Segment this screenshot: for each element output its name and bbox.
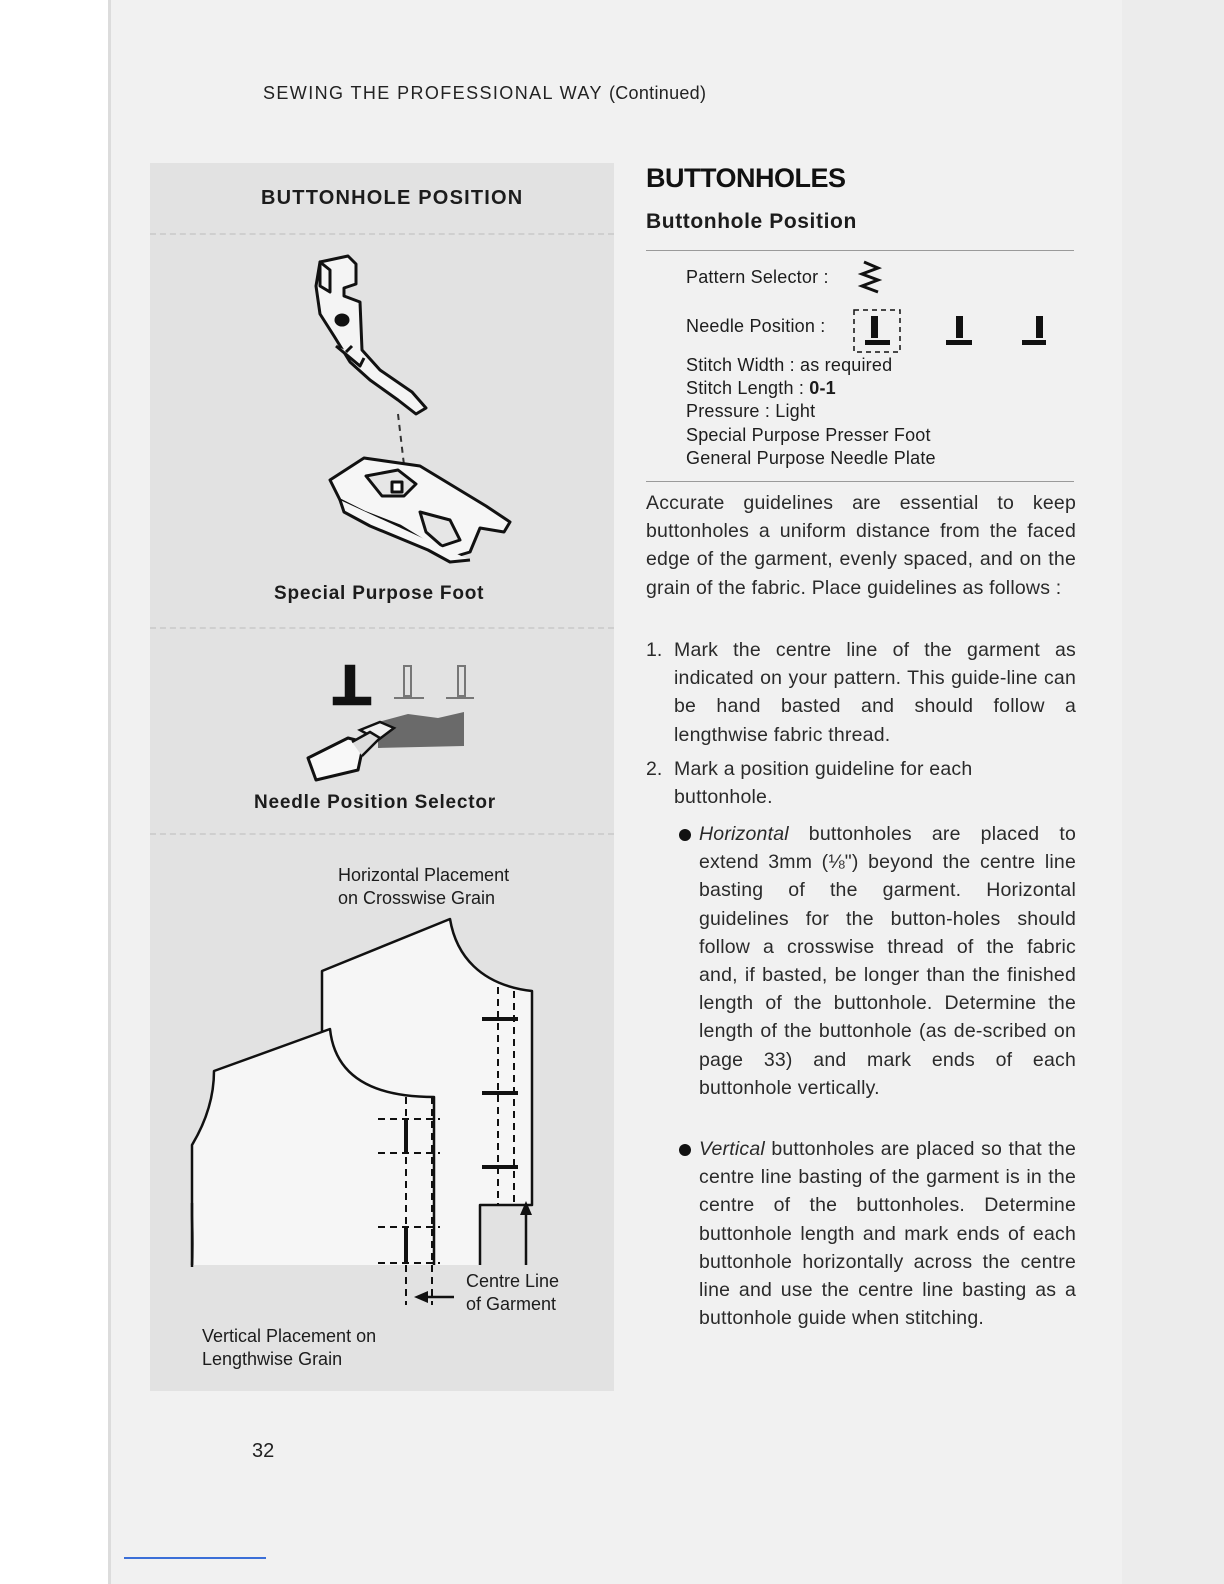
step-1-text: Mark the centre line of the garment as indicated on your pattern. This guide-line can be hand basted and should follow a lengthwise fabric thread. [674, 639, 1076, 746]
vertical-placement-label [202, 1325, 376, 1371]
panel-divider [150, 627, 614, 629]
horizontal-placement-label [338, 864, 509, 910]
garment-placement-diagram [180, 905, 600, 1325]
horizontal-label-line1: Horizontal Placement [338, 865, 510, 885]
needle-plate-row: General Purpose Needle Plate [686, 448, 936, 468]
vertical-term: Vertical [699, 1138, 765, 1160]
bullet-dot [679, 1144, 691, 1156]
foot-caption: Special Purpose Foot [274, 583, 485, 604]
stitch-length-row [686, 378, 836, 399]
section-heading: BUTTONHOLES [646, 163, 846, 193]
running-header [263, 83, 706, 104]
selector-caption: Needle Position Selector [254, 792, 496, 813]
needle-position-label: Needle Position : [686, 316, 826, 336]
needle-position-row [686, 316, 825, 337]
pattern-selector-row [686, 267, 829, 288]
panel-divider [150, 833, 614, 835]
step-2-text: Mark a position guideline for each buttonhole. [674, 758, 973, 809]
scan-margin-right [1122, 0, 1224, 1584]
settings-rule-bottom [646, 481, 1074, 482]
header-continued: (Continued) [608, 83, 707, 103]
settings-rule-top [646, 250, 1074, 251]
page-number: 32 [252, 1440, 275, 1462]
pressure-value: Light [775, 401, 816, 421]
header-title: SEWING THE PROFESSIONAL WAY [263, 83, 603, 103]
horizontal-bullet-text [699, 820, 1076, 1102]
vertical-description: buttonholes are placed so that the centre line basting of the garment is in the centre of the buttonholes. Determine buttonhole length and mark ends of each buttonhole horizontally across the centre line and use the centre line basting as a buttonhole guide when stitching. [699, 1138, 1076, 1330]
scan-margin-left [0, 0, 110, 1584]
stitch-length-value: 0-1 [809, 378, 836, 398]
horizontal-description: buttonholes are placed to extend 3mm (⅛") beyond the centre line basting of the garment. Horizontal guidelines for the button-holes should follow a crosswise thread of the fabric and, if basted, be longer than the finished length of the buttonhole. Determine the length of the buttonhole (as de-scribed on page 33) and mark ends of each buttonhole vertically. [699, 823, 1076, 1099]
bullet-dot [679, 829, 691, 841]
page-edge [108, 0, 111, 1584]
zigzag-pattern-icon [856, 258, 886, 298]
horizontal-label-line2: on Crosswise Grain [338, 888, 496, 908]
vertical-label-line2: Lengthwise Grain [202, 1349, 343, 1369]
presser-foot-row: Special Purpose Presser Foot [686, 425, 931, 445]
vertical-label-line1: Vertical Placement on [202, 1326, 377, 1346]
section-subheading: Buttonhole Position [646, 210, 857, 233]
stitch-width-value: as required [800, 355, 893, 375]
centre-line-label [466, 1270, 559, 1316]
scan-artifact-line [124, 1557, 266, 1559]
needle-position-selector-illustration [298, 660, 478, 786]
step-1-number: 1. [646, 639, 663, 661]
vertical-bullet-text [699, 1135, 1076, 1332]
pattern-selector-label: Pattern Selector : [686, 267, 829, 287]
step-2-number: 2. [646, 758, 663, 780]
needle-position-icons [852, 308, 1056, 356]
centre-label-line2: of Garment [466, 1294, 557, 1314]
special-purpose-foot-illustration [300, 250, 520, 570]
stitch-width-label: Stitch Width : [686, 355, 795, 375]
horizontal-term: Horizontal [699, 823, 789, 845]
stitch-length-label: Stitch Length : [686, 378, 805, 398]
pressure-label: Pressure : [686, 401, 771, 421]
centre-label-line1: Centre Line [466, 1271, 560, 1291]
stitch-width-row [686, 355, 892, 376]
panel-divider [150, 233, 614, 235]
panel-title: BUTTONHOLE POSITION [261, 187, 524, 209]
pressure-row [686, 401, 815, 422]
intro-paragraph: Accurate guidelines are essential to keep buttonholes a uniform distance from the faced edge of the garment, evenly spaced, and on the grain of the fabric. Place guidelines as follows : [646, 492, 1076, 599]
